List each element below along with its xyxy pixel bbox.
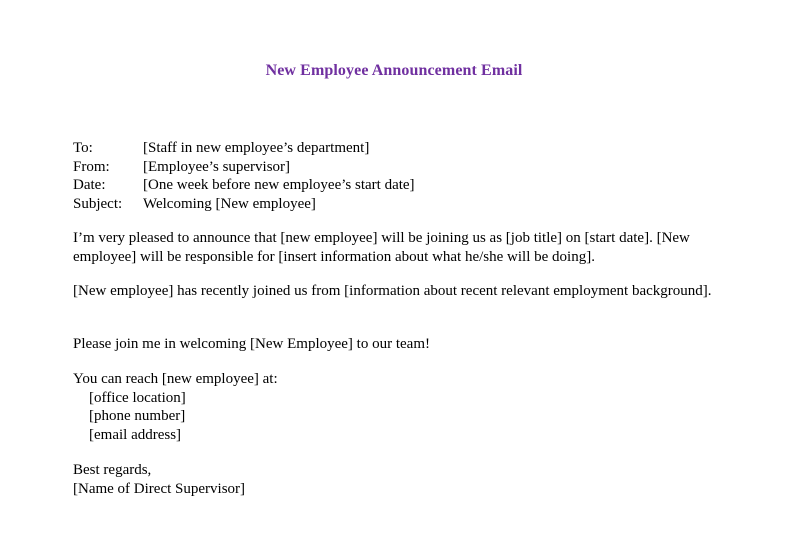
contact-phone-number: [phone number] [89,408,186,424]
header-value-from: [Employee’s supervisor] [143,158,291,175]
header-value-to: [Staff in new employee’s department] [143,140,370,156]
header-label-subject: Subject: [73,195,123,212]
contact-office-location: [office location] [89,389,186,406]
background-paragraph: [New employee] has recently joined us from [information about recent relevant employment background]. [73,283,712,299]
intro-paragraph: I’m very pleased to announce that [new employee] will be joining us as [job title] on [start date]. [New employee] will be responsible for [insert information about what he/she will be doing]. [73,230,690,265]
welcome-paragraph: Please join me in welcoming [New Employee] to our team! [73,336,430,352]
contact-intro: You can reach [new employee] at: [73,371,278,387]
closing-signature: [Name of Direct Supervisor] [73,480,246,497]
header-value-date: [One week before new employee’s start date] [143,177,415,193]
header-row-date [73,176,415,195]
closing-salutation: Best regards, [73,462,152,478]
header-row-from [73,158,415,177]
closing-block [73,461,733,498]
document-title: New Employee Announcement Email [265,62,523,79]
contact-email-address: [email address] [89,426,182,443]
header-value-subject: Welcoming [New employee] [143,195,316,212]
header-label-from: From: [73,158,110,175]
header-row-subject [73,195,415,214]
email-header [73,139,415,213]
header-row-to [73,139,415,158]
header-label-to: To: [73,140,93,156]
contact-section [73,370,733,444]
contact-list [73,389,733,445]
header-label-date: Date: [73,177,106,193]
